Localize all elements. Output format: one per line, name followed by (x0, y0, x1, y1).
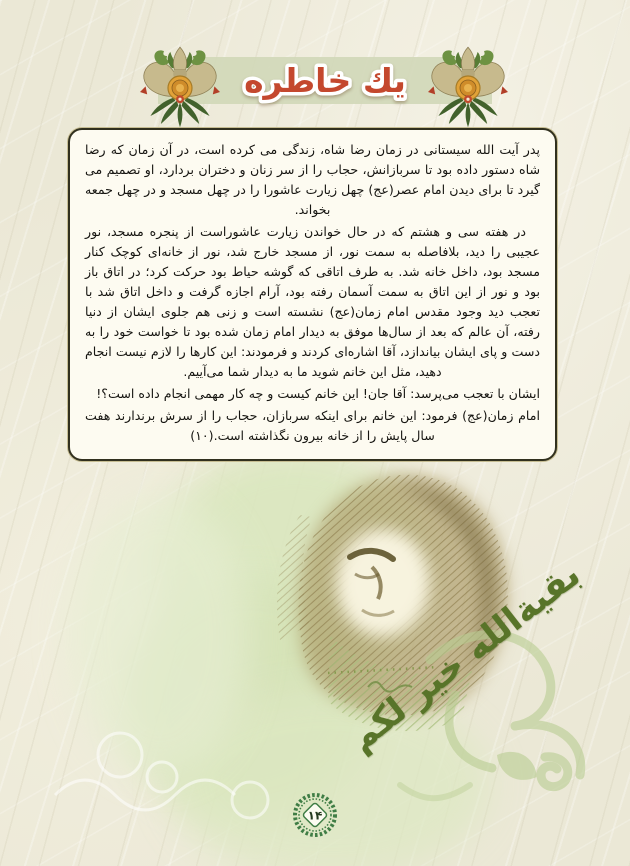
page-number: ۱۴ (307, 808, 323, 823)
page-number-medallion (292, 792, 338, 838)
calligraphy-text: بقیة‌الله خیر لکم (341, 554, 589, 760)
story-paragraph: پدر آیت الله سیستانی در زمان رضا شاه، زندگی می کرده است، در آن زمان که رضا شاه دستور داده بود تا سربازانش، حجاب را از سر زنان و دختران بردارد، او تصمیم می گیرد تا برای دیدن امام عصر(عج) چهل زیارت عاشورا را در چهل مسجد و در چهل جمعه بخواند. (85, 142, 540, 217)
lotus-flower-ornament-left-icon (140, 46, 220, 130)
lotus-flower-ornament-right-icon (428, 46, 508, 130)
story-paragraph: در هفته سی و هشتم که در حال خواندن زیارت عاشوراست از پنجره مسجد، نور عجیبی را دید، بلافاصله به سمت نور، از مسجد خارج شد، نور از خانه‌ای کوچک کنار مسجد بود، داخل خانه شد. به طرف اتاقی که گوشه حیاط بود حرکت کرد؛ در اتاق باز بود و نور از این اتاق به سمت آسمان رفته بود، آرام اجازه گرفت و داخل اتاق شد با تعجب دید وجود مقدس امام زمان(عج) نشسته است و زنی هم جلوی ایشان از دنیا رفته، آن عالم که بعد از سال‌ها موفق به دیدار امام زمان شده بود تا خواست خود را به دست و پای ایشان بیاندازد، آقا اشاره‌ای کردند و فرمودند: این کارها را لازم نیست انجام دهید، مثل این خانم شوید ما به دیدار شما می‌آییم. (85, 224, 540, 379)
story-box (68, 128, 557, 461)
story-paragraph: ایشان با تعجب می‌پرسد: آقا جان! این خانم کیست و چه کار مهمی انجام داده است؟! (96, 386, 540, 401)
chapter-title-wrap (210, 52, 440, 108)
story-paragraph: امام زمان(عج) فرمود: این خانم برای اینکه سربازان، حجاب را از سرش برندارند هفت سال پایش را از خانه بیرون نگذاشته است.(۱۰) (85, 408, 540, 443)
story-text (85, 140, 540, 446)
chapter-title: يك خاطره (244, 61, 406, 100)
calligraphy-block (330, 555, 630, 775)
